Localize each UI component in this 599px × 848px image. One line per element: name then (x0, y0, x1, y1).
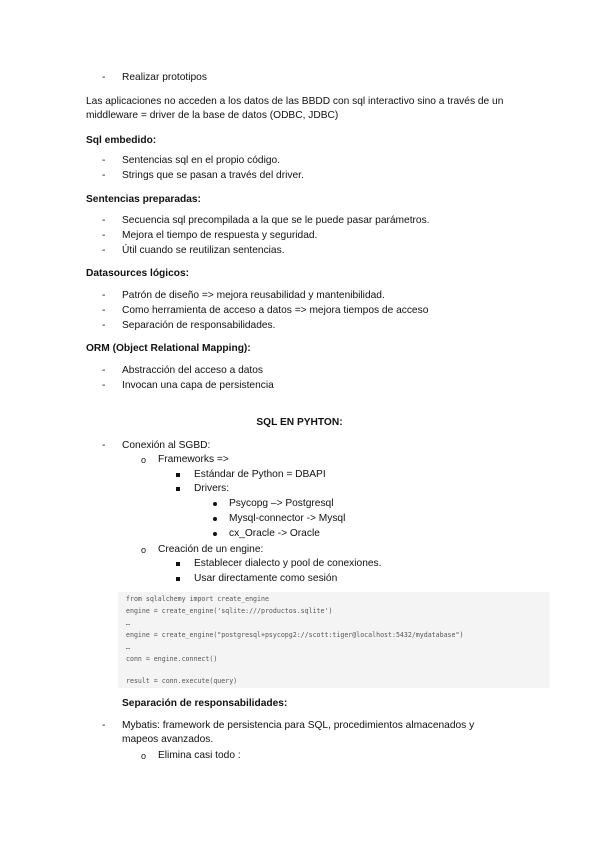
heading-sentencias-preparadas: Sentencias preparadas: (86, 194, 201, 205)
bullet-dash: - (102, 440, 106, 451)
drivers-label: Drivers: (194, 483, 230, 494)
intro-bullet: Realizar prototipos (122, 72, 207, 83)
frameworks-label: Frameworks => (158, 454, 229, 465)
bullet-dash: - (102, 380, 106, 391)
bullet-dash: - (102, 245, 106, 256)
bullet-dash: - (102, 365, 106, 376)
engine-label: Creación de un engine: (158, 544, 264, 555)
engine-item: Establecer dialecto y pool de conexiones. (194, 558, 382, 569)
dot-bullet-icon (213, 517, 217, 521)
bullet-dash: - (102, 215, 106, 226)
code-line: engine = create_engine('sqlite:///productos.sqlite') (126, 607, 333, 615)
square-bullet-icon (176, 473, 180, 477)
list-item: Útil cuando se reutilizan sentencias. (122, 245, 285, 256)
bullet-dash: - (102, 320, 106, 331)
circle-bullet-icon: o (141, 545, 147, 555)
list-item: Abstracción del acceso a datos (122, 365, 264, 376)
engine-item: Usar directamente como sesión (194, 573, 338, 584)
heading-sql-embebido: Sql embedido: (86, 135, 157, 146)
estandar-label: Estándar de Python = DBAPI (194, 469, 326, 480)
elimina-label: Elimina casi todo : (158, 750, 241, 761)
heading-separacion: Separación de responsabilidades: (122, 698, 288, 709)
section-title: SQL EN PYHTON: (256, 417, 343, 428)
bullet-dash: - (102, 305, 106, 316)
driver-item: cx_Oracle -> Oracle (229, 528, 320, 539)
intro-paragraph: Las aplicaciones no acceden a los datos de las BBDD con sql interactivo sino a través de un middleware = driver de la base de datos (ODBC, JDBC) (86, 96, 504, 121)
list-item: Mejora el tiempo de respuesta y seguridad. (122, 230, 318, 241)
dot-bullet-icon (213, 502, 217, 506)
code-line: … (126, 619, 130, 627)
list-item: Invocan una capa de persistencia (122, 380, 274, 391)
list-item: Sentencias sql en el propio código. (122, 155, 281, 166)
code-line: … (126, 643, 130, 651)
dot-bullet-icon (213, 532, 217, 536)
code-line: engine = create_engine("postgresql+psycopg2://scott:tiger@localhost:5432/mydatabase") (126, 631, 464, 639)
code-snippet (118, 592, 550, 688)
circle-bullet-icon: o (141, 751, 147, 761)
square-bullet-icon (176, 487, 180, 491)
list-item: Como herramienta de acceso a datos => mejora tiempos de acceso (122, 305, 429, 316)
heading-datasources: Datasources lógicos: (86, 268, 190, 279)
list-item: Strings que se pasan a través del driver. (122, 170, 304, 181)
bullet-dash: - (102, 230, 106, 241)
square-bullet-icon (176, 562, 180, 566)
code-line: conn = engine.connect() (126, 655, 218, 663)
bullet-dash: - (102, 720, 106, 731)
conexion-label: Conexión al SGBD: (122, 440, 211, 451)
heading-orm: ORM (Object Relational Mapping): (86, 343, 251, 354)
bullet-dash: - (102, 155, 106, 166)
list-item: Patrón de diseño => mejora reusabilidad y mantenibilidad. (122, 290, 385, 301)
driver-item: Mysql-connector -> Mysql (229, 513, 346, 524)
square-bullet-icon (176, 577, 180, 581)
list-item: Separación de responsabilidades. (122, 320, 276, 331)
bullet-dash: - (102, 72, 106, 83)
circle-bullet-icon: o (141, 455, 147, 465)
code-line: result = conn.execute(query) (126, 677, 238, 685)
mybatis-text: Mybatis: framework de persistencia para SQL, procedimientos almacenados y mapeos avanzados. (122, 720, 475, 745)
driver-item: Psycopg –> Postgresql (229, 498, 334, 509)
bullet-dash: - (102, 290, 106, 301)
list-item: Secuencia sql precompilada a la que se le puede pasar parámetros. (122, 215, 430, 226)
bullet-dash: - (102, 170, 106, 181)
code-line: from sqlalchemy import create_engine (126, 595, 269, 603)
